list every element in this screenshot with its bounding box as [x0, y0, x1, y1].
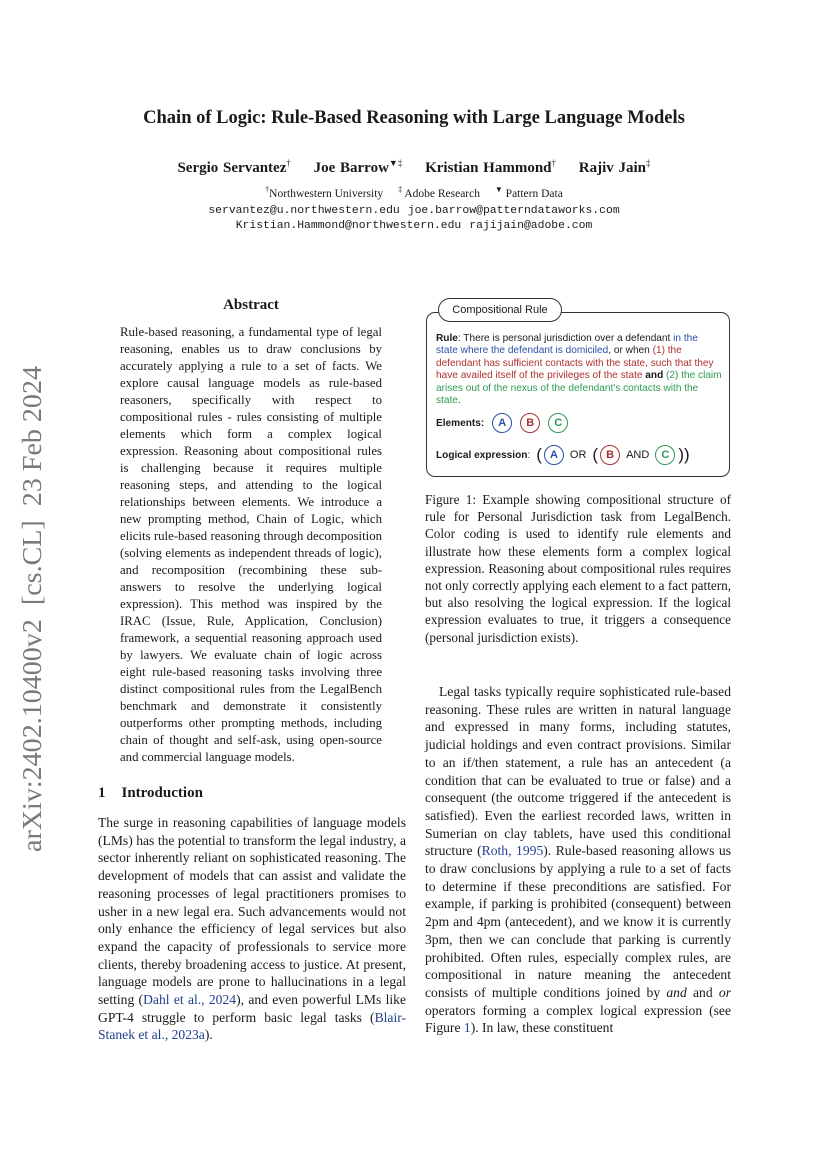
figure-reference-link[interactable]: 1	[463, 1020, 471, 1036]
element-c-badge: C	[655, 445, 675, 465]
section-heading	[98, 785, 203, 802]
email: servantez@u.northwestern.edu	[208, 205, 400, 217]
affiliation: †Northwestern University	[265, 185, 384, 200]
figure-1-elements	[436, 411, 568, 435]
operator-or: OR	[569, 449, 587, 461]
arxiv-sidebar	[10, 366, 50, 852]
element-a-badge: A	[492, 413, 512, 433]
element-b-badge: B	[520, 413, 540, 433]
citation-link[interactable]: Blair-Stanek et al., 2023a	[98, 1009, 406, 1043]
author-emails	[0, 204, 828, 233]
figure-1-caption: Figure 1: Example showing compositional structure of rule for Personal Jurisdiction task from LegalBench. Color coding is used to identify rule elements and illustrate how these elements form a complex logical expression. Reasoning about compositional rules requires not only correctly applying each element to a fact pattern, but also resolving the logical expression. If the logical expression evaluates to true, it triggers a consequence (personal jurisdiction exists).	[425, 492, 731, 645]
element-a-badge: A	[544, 445, 564, 465]
paren-close: ))	[678, 445, 690, 464]
citation-link[interactable]: Dahl et al., 2024	[143, 992, 237, 1008]
section-title: Introduction	[121, 785, 203, 801]
affiliation: ▼ Pattern Data	[494, 185, 563, 200]
email: Kristian.Hammond@northwestern.edu	[235, 219, 462, 232]
affiliations	[0, 185, 828, 200]
elements-label: Elements:	[436, 417, 485, 429]
intro-paragraph: The surge in reasoning capabilities of language models (LMs) has the potential to transform the legal industry, a sector inherently reliant on sophisticated reasoning. The development of models that can assist and validate the reasoning processes of legal practitioners promises to usher in a new legal era. Such advancements would not only enhance the efficiency of legal services but also expand the capacity of professionals to service more clients, thereby broadening access to justice. At present, language models are prone to hallucinations in a legal setting (Dahl et al., 2024), and even powerful LMs like GPT-4 struggle to perform basic legal tasks (Blair-Stanek et al., 2023a).	[98, 815, 406, 1043]
paper-title: Chain of Logic: Rule-Based Reasoning with Large Language Models	[143, 108, 685, 128]
email: joe.barrow@patterndataworks.com	[407, 205, 620, 217]
element-c-badge: C	[548, 413, 568, 433]
element-b-badge: B	[600, 445, 620, 465]
author: Joe Barrow▼‡	[313, 158, 403, 176]
figure-1-rule-text: Rule: There is personal jurisdiction over a defendant in the state where the defendant is domiciled, or when (1) the defendant has sufficient contacts with the state, such that they have availed itself of the privileges of the state and (2) the claim arises out of the nexus of the defendant's contacts with the state.	[436, 333, 722, 407]
section-number: 1	[98, 785, 106, 801]
paren-open: (	[536, 445, 542, 464]
arxiv-identifier: arXiv:2402.10400v2 [cs.CL] 23 Feb 2024	[17, 384, 47, 852]
rule-element-b: (1) the defendant has sufficient contacts with the state, such that they have availed itself of the privileges of the state	[436, 345, 714, 382]
citation-link[interactable]: Roth, 1995	[481, 843, 544, 859]
author: Kristian Hammond†	[425, 158, 557, 176]
logic-label: Logical expression	[436, 449, 528, 461]
affiliation: ‡ Adobe Research	[398, 185, 480, 200]
operator-and: AND	[626, 449, 650, 461]
author: Sergio Servantez†	[177, 158, 291, 176]
author: Rajiv Jain‡	[578, 158, 651, 176]
abstract-text: Rule-based reasoning, a fundamental type of legal reasoning, enables us to draw conclusions by accurately applying a rule to a set of facts. We explore causal language models as rule-based reasoners, specifically with respect to compositional rules - rules consisting of multiple elements which form a complex logical expression. Reasoning about compositional rules is challenging because it requires multiple reasoning steps, and attending to the logical relationships between elements. We introduce a new prompting method, Chain of Logic, which elicits rule-based reasoning through decomposition (solving elements as independent threads of logic), and recomposition (recombining these sub-answers to resolve the underlying logical expression). This method was inspired by the IRAC (Issue, Rule, Application, Conclusion) framework, a sequential reasoning approach used by lawyers. We evaluate chain of logic across eight rule-based reasoning tasks involving three distinct compositional rules from the LegalBench benchmark and demonstrate it consistently outperforms other prompting methods, including chain of thought and self-ask, using open-source and commercial language models.	[120, 325, 382, 764]
email: rajijain@adobe.com	[469, 219, 593, 232]
right-column-paragraph: Legal tasks typically require sophisticated rule-based reasoning. These rules are written in natural language and expressed in many forms, including statutes, judicial holdings and even contract provisions. Similar to an if/then statement, a rule has an antecedent (a condition that can be evaluated to true or false) and a consequent (the outcome triggered if the antecedent is satisfied). Even the earliest recorded laws, written in Sumerian on clay tablets, have used this conditional structure (Roth, 1995). Rule-based reasoning allows us to draw conclusions by applying a rule to a set of facts to determine if these preconditions are satisfied. For example, if parking is prohibited (consequent) between 2pm and 4pm (antecedent), and we know it is currently 3pm, then we can conclude that parking is currently prohibited. Often rules, especially complex rules, are compositional in nature meaning the antecedent consists of multiple conditions joined by and and or operators forming a complex logical expression (see Figure 1). In law, these constituent	[425, 684, 732, 1036]
rule-element-a: in the state where the defendant is domiciled	[436, 333, 698, 357]
rule-element-c: (2) the claim arises out of the nexus of the defendant's contacts with the state	[436, 370, 722, 407]
paren-open: (	[592, 445, 599, 464]
figure-1-tab-label: Compositional Rule	[438, 298, 562, 322]
author-list	[0, 158, 828, 177]
figure-1-logical-expression: Logical expression : ( A OR ( B AND C ))	[436, 445, 690, 464]
abstract-heading: Abstract	[223, 297, 279, 313]
